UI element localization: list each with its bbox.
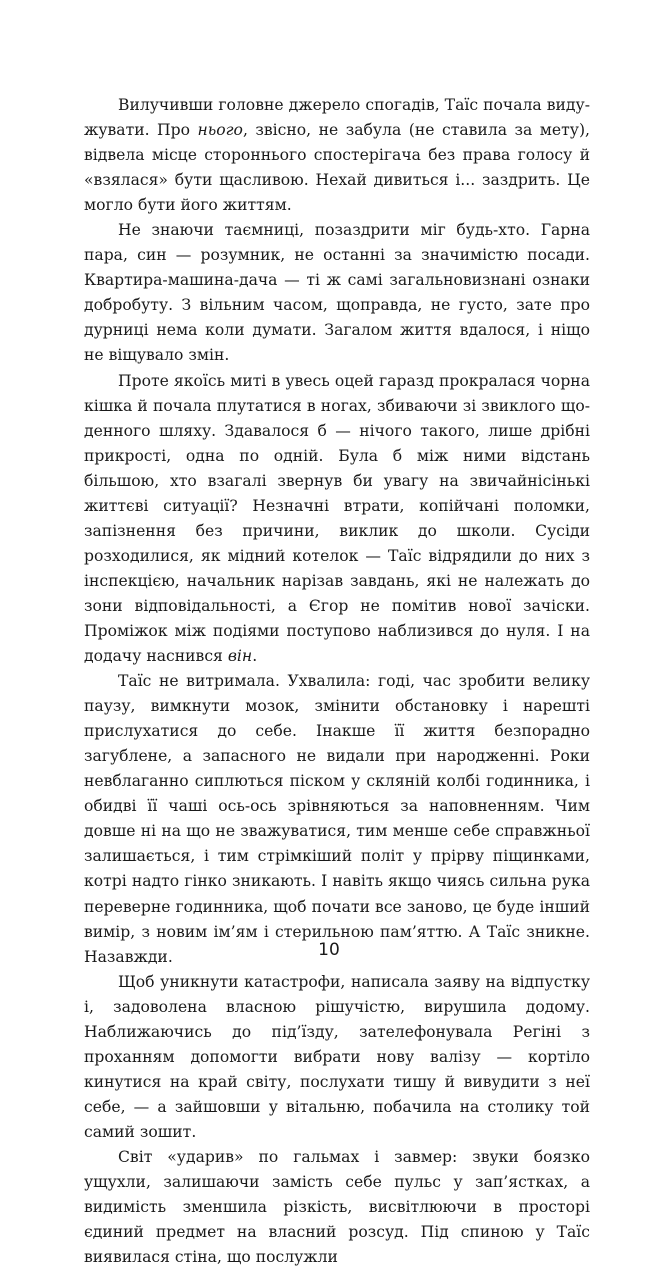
text-run: Таїс не витримала. Ухвалила: годі, час зробити велику паузу, вимкнути мозок, змінити обстановку і нарешті прислухатися до себе. Інакше її життя безпорадно загублене, а запасного не видали при народженні. Роки невблаганно сиплються піском у скляній колбі годинника, і обидві її чаші ось-ось зрівняються за наповненням. Чим довше ні на що не зважуватися, тим менше себе справжньої залишається, і тим стрімкіший політ у прірву піщинками, котрі надто гінко зникають. І навіть якщо чиясь сильна рука переверне годинника, щоб почати все заново, це буде інший вимір, з новим ім’ям і стерильною пам’яттю. А Таїс зникне. Назавжди.: [84, 672, 590, 966]
paragraph: [84, 93, 590, 218]
paragraph: [84, 970, 590, 1145]
text-run: Не знаючи таємниці, позаздрити міг будь-хто. Гарна пара, син — розумник, не останні за значимістю посади. Квартира-машина-дача — ті ж самі загальновизнані ознаки добробуту. З вільним часом, щоправда, не густо, зате про дурниці нема коли думати. Загалом життя вдалося, і ніщо не віщувало змін.: [84, 221, 590, 365]
italic-text: він: [227, 647, 253, 666]
paragraph: [84, 1145, 590, 1270]
page-number: 10: [318, 940, 340, 960]
body-text: [84, 93, 590, 1270]
text-run: Щоб уникнути катастрофи, написала заяву на відпустку і, задоволена власною рішучістю, вирушила додому. Наближаючись до під’їзду, зателефонувала Регіні з проханням допомогти вибрати нову валізу — кортіло кинутися на край світу, послухати тишу й вивудити з неї себе, — а зайшовши у вітальню, побачила на столику той самий зошит.: [84, 972, 590, 1141]
paragraph: [84, 369, 590, 670]
text-run: .: [252, 647, 258, 666]
text-run: , звісно, не забула (не ставила за мету), відвела місце стороннього спостерігача без права голосу й «взялася» бути щасливою. Нехай дивиться і... заздрить. Це могло бути його життям.: [84, 121, 590, 215]
italic-text: нього: [197, 121, 243, 140]
text-run: Вилучивши головне джерело спогадів, Таїс почала видужувати. Про: [84, 96, 590, 140]
text-run: Проте якоїсь миті в увесь оцей гаразд прокралася чорна кішка й почала плутатися в ногах, збиваючи зі звиклого щоденного шляху. Здавалося б — нічого такого, лише дрібні прикрості, одна по одній. Була б між ними відстань більшою, хто взагалі звернув би увагу на звичайнісінькі життєві ситуації? Незначні втрати, копійчані поломки, запізнення без причини, виклик до школи. Сусіди розходилися, як мідний котелок — Таїс відрядили до них з інспекцією, начальник нарізав завдань, які не належать до зони відповідальності, а Єгор не помітив нової зачіски. Проміжок між подіями поступово наблизився до нуля. І на додачу наснився: [84, 371, 590, 666]
text-run: Світ «ударив» по гальмах і завмер: звуки боязко ущухли, залишаючи замість себе пульс у зап’ястках, а видимість зменшила різкість, висвітлюючи в просторі єдиний предмет на власний розсуд. Під спиною у Таїс виявилася стіна, що послужли: [84, 1147, 590, 1267]
paragraph: [84, 669, 590, 970]
paragraph: [84, 218, 590, 368]
